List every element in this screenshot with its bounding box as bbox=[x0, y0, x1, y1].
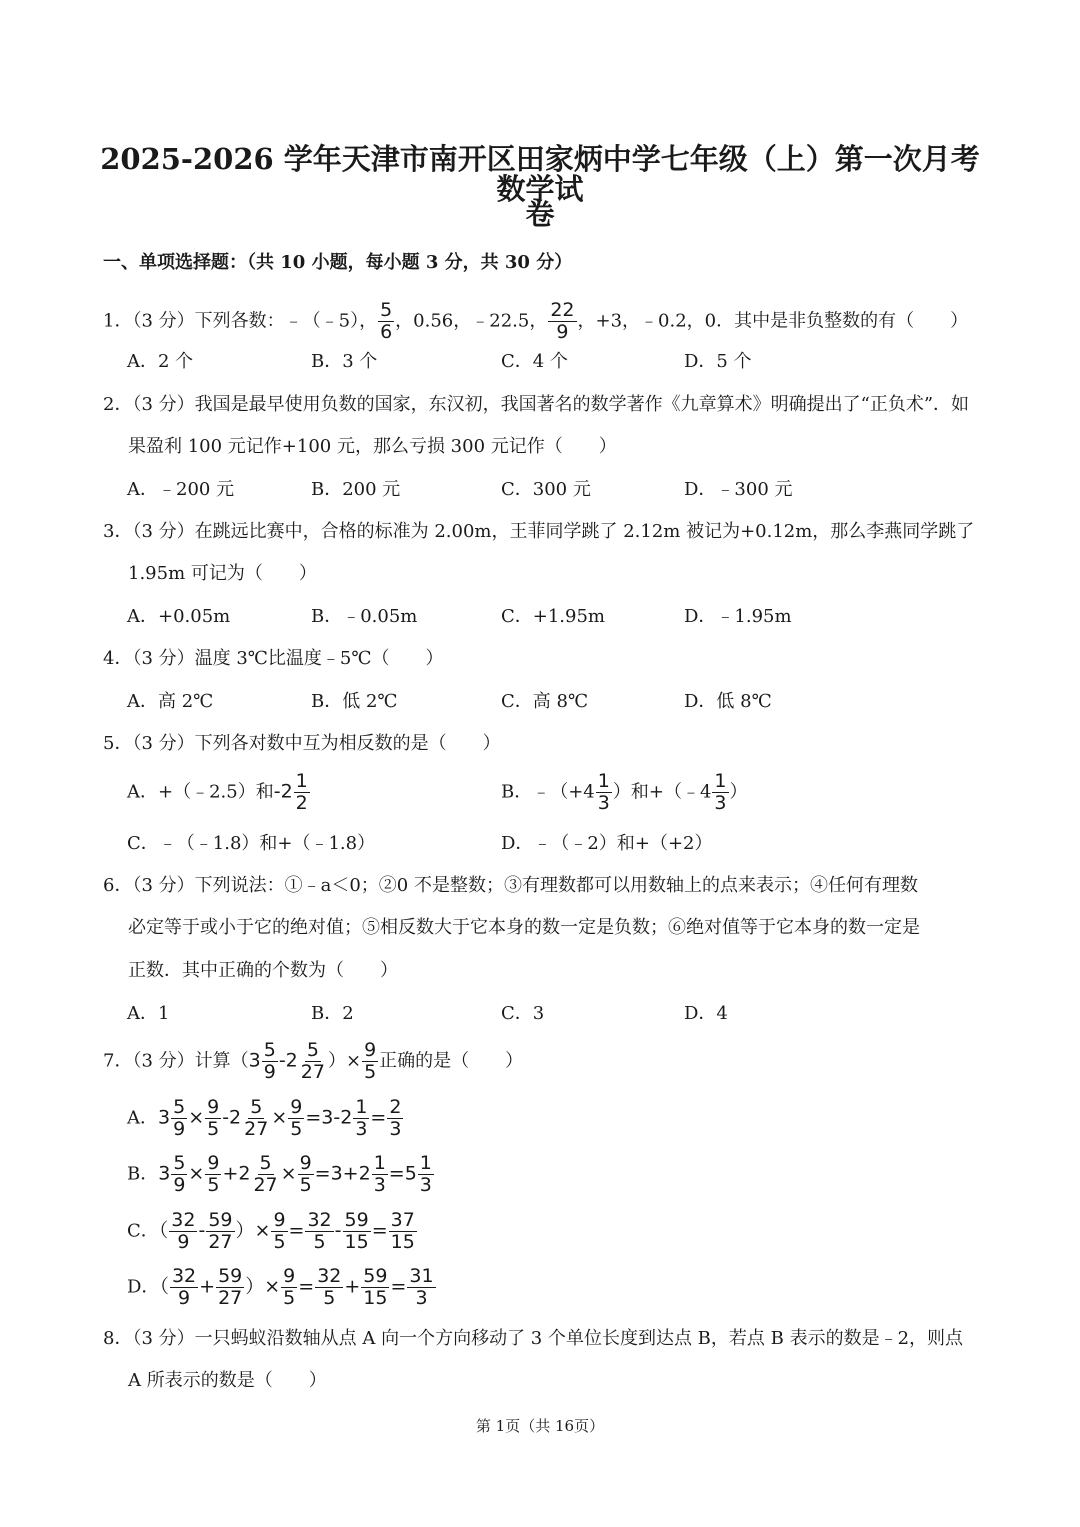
fraction-numerator: 59 bbox=[344, 1209, 369, 1231]
q7-mid: ）× bbox=[327, 1050, 362, 1072]
q7-expr-fraction bbox=[171, 1097, 187, 1140]
q7-expr-text: = bbox=[371, 1219, 388, 1242]
fraction-denominator: 9 bbox=[173, 1118, 186, 1140]
fraction-denominator: 5 bbox=[290, 1118, 303, 1140]
q7-expr-text: ）× bbox=[245, 1275, 281, 1298]
q2-option-d: D．﹣300 元 bbox=[684, 479, 793, 500]
q7-option-c bbox=[127, 1210, 418, 1253]
q3-option-b: B．﹣0.05m bbox=[311, 606, 418, 627]
fraction-numerator: 9 bbox=[299, 1152, 312, 1174]
question-6-line3: 正数．其中正确的个数为（ ） bbox=[128, 960, 398, 981]
section-heading: 一、单项选择题：（共 10 小题，每小题 3 分，共 30 分） bbox=[103, 252, 573, 273]
q7-expr-text: × bbox=[280, 1162, 297, 1185]
q7-pre: 7．（3 分）计算（ bbox=[103, 1050, 249, 1072]
q5-b-fraction-2 bbox=[712, 771, 728, 814]
q5-b-f1-num: 1 bbox=[597, 770, 610, 792]
q4-option-b: B．低 2℃ bbox=[311, 691, 398, 712]
exam-title-line2: 卷 bbox=[525, 197, 555, 231]
fraction-numerator: 9 bbox=[283, 1265, 296, 1287]
exam-title-line1: 2025-2026 学年天津市南开区田家炳中学七年级（上）第一次月考数学试 bbox=[100, 142, 980, 206]
fraction-numerator: 32 bbox=[317, 1265, 342, 1287]
fraction-numerator: 59 bbox=[208, 1209, 233, 1231]
fraction-denominator: 3 bbox=[415, 1287, 428, 1309]
q5-a-int: -2 bbox=[273, 780, 293, 803]
q6-option-c: C．3 bbox=[501, 1003, 545, 1024]
q5-b-post: ） bbox=[729, 781, 748, 803]
fraction-denominator: 3 bbox=[419, 1174, 432, 1196]
fraction-denominator: 15 bbox=[363, 1287, 388, 1309]
fraction-denominator: 27 bbox=[244, 1118, 269, 1140]
q1-f1-num: 5 bbox=[380, 299, 393, 321]
q5-option-a bbox=[127, 771, 311, 814]
q7-expr-fraction bbox=[205, 1097, 221, 1140]
fraction-denominator: 27 bbox=[253, 1174, 278, 1196]
q7-expr-fraction bbox=[315, 1266, 343, 1309]
q7-expr-fraction bbox=[361, 1266, 389, 1309]
q7-option-label: B． bbox=[127, 1163, 159, 1185]
q7-f3-den: 5 bbox=[364, 1061, 377, 1083]
fraction-numerator: 1 bbox=[373, 1152, 386, 1174]
q7-expr-text: ）× bbox=[235, 1219, 271, 1242]
fraction-denominator: 3 bbox=[373, 1174, 386, 1196]
q7-expr-fraction bbox=[206, 1210, 234, 1253]
q7-option-d bbox=[127, 1266, 437, 1309]
fraction-numerator: 5 bbox=[173, 1152, 186, 1174]
q5-a-text: A．+（﹣2.5）和 bbox=[127, 781, 274, 803]
question-8-line1: 8．（3 分）一只蚂蚁沿数轴从点 A 向一个方向移动了 3 个单位长度到达点 B，若点 B 表示的数是﹣2，则点 bbox=[103, 1328, 964, 1349]
question-5: 5．（3 分）下列各对数中互为相反数的是（ ） bbox=[103, 733, 501, 754]
fraction-denominator: 15 bbox=[390, 1231, 415, 1253]
q5-option-b bbox=[501, 771, 748, 814]
q7-expr-text: 3 bbox=[158, 1106, 171, 1129]
q5-a-den: 2 bbox=[295, 792, 308, 814]
q1-f2-den: 9 bbox=[556, 321, 569, 343]
question-4: 4．（3 分）温度 3℃比温度﹣5℃（ ） bbox=[103, 648, 444, 669]
q7-expr-fraction bbox=[288, 1097, 304, 1140]
q1-option-b: B．3 个 bbox=[311, 351, 378, 372]
q1-option-d: D．5 个 bbox=[684, 351, 752, 372]
q6-option-d: D．4 bbox=[684, 1003, 728, 1024]
fraction-numerator: 32 bbox=[307, 1209, 332, 1231]
fraction-numerator: 31 bbox=[409, 1265, 434, 1287]
fraction-denominator: 5 bbox=[283, 1287, 296, 1309]
fraction-denominator: 9 bbox=[178, 1287, 191, 1309]
page-footer: 第 1页（共 16页） bbox=[475, 1417, 605, 1435]
q7-expr-text: + bbox=[199, 1275, 216, 1298]
q5-b-pre: B．﹣（+4 bbox=[501, 781, 595, 803]
fraction-numerator: 59 bbox=[218, 1265, 243, 1287]
q2-option-c: C．300 元 bbox=[501, 479, 591, 500]
q7-expr-fraction bbox=[418, 1153, 434, 1196]
q5-a-fraction bbox=[294, 771, 310, 814]
fraction-numerator: 1 bbox=[419, 1152, 432, 1174]
q7-expr-fraction bbox=[242, 1097, 270, 1140]
q7-f1-num: 5 bbox=[263, 1039, 276, 1061]
fraction-denominator: 5 bbox=[313, 1231, 326, 1253]
q7-int-1: 3 bbox=[248, 1049, 261, 1072]
q7-expr-text: × bbox=[188, 1162, 205, 1185]
q7-expr-text: 3 bbox=[158, 1162, 171, 1185]
q7-f1-den: 9 bbox=[263, 1061, 276, 1083]
q7-fraction-1 bbox=[262, 1040, 278, 1083]
fraction-numerator: 32 bbox=[171, 1209, 196, 1231]
q7-expr-text: - bbox=[334, 1219, 342, 1242]
q7-expr-fraction bbox=[205, 1153, 221, 1196]
fraction-numerator: 9 bbox=[207, 1096, 220, 1118]
fraction-denominator: 5 bbox=[207, 1118, 220, 1140]
q3-option-c: C．+1.95m bbox=[501, 606, 606, 627]
fraction-denominator: 3 bbox=[389, 1118, 402, 1140]
fraction-denominator: 5 bbox=[323, 1287, 336, 1309]
q7-f2-num: 5 bbox=[306, 1039, 319, 1061]
q6-option-a: A．1 bbox=[127, 1003, 170, 1024]
q7-expr-fraction bbox=[281, 1266, 297, 1309]
q3-option-d: D．﹣1.95m bbox=[684, 606, 792, 627]
q7-expr-text: × bbox=[188, 1106, 205, 1129]
q1-option-a: A．2 个 bbox=[127, 351, 194, 372]
fraction-numerator: 2 bbox=[389, 1096, 402, 1118]
q7-expr-text: =3-2 bbox=[305, 1106, 353, 1129]
q1-text-pre: 1．（3 分）下列各数：﹣（﹣5）， bbox=[103, 310, 378, 332]
question-7 bbox=[103, 1040, 523, 1083]
q1-option-c: C．4 个 bbox=[501, 351, 568, 372]
fraction-denominator: 27 bbox=[218, 1287, 243, 1309]
fraction-numerator: 9 bbox=[273, 1209, 286, 1231]
fraction-denominator: 9 bbox=[173, 1174, 186, 1196]
q7-expr-text: = bbox=[390, 1275, 407, 1298]
q5-b-f2-num: 1 bbox=[714, 770, 727, 792]
q7-expr-fraction bbox=[343, 1210, 371, 1253]
q7-fraction-2 bbox=[299, 1040, 327, 1083]
q7-expr-fraction bbox=[216, 1266, 244, 1309]
q7-expr-text: × bbox=[271, 1106, 288, 1129]
q5-b-f1-den: 3 bbox=[597, 792, 610, 814]
q5-b-mid: ）和+（﹣4 bbox=[612, 781, 712, 803]
q1-text-mid: ，0.56，﹣22.5， bbox=[395, 310, 548, 332]
q1-text-post: ，+3，﹣0.2，0．其中是非负整数的有（ ） bbox=[577, 310, 969, 332]
q7-expr-text: （ bbox=[159, 1275, 169, 1298]
q2-option-b: B．200 元 bbox=[311, 479, 401, 500]
q7-option-label: A． bbox=[127, 1107, 158, 1129]
q4-option-a: A．高 2℃ bbox=[127, 691, 214, 712]
fraction-numerator: 9 bbox=[290, 1096, 303, 1118]
q7-expr-fraction bbox=[353, 1097, 369, 1140]
question-6-line1: 6．（3 分）下列说法：①﹣a＜0；②0 不是整数；③有理数都可以用数轴上的点来表示；④任何有理数 bbox=[103, 875, 918, 896]
fraction-numerator: 59 bbox=[363, 1265, 388, 1287]
q7-option-a bbox=[127, 1097, 404, 1140]
fraction-denominator: 27 bbox=[208, 1231, 233, 1253]
q7-expr-fraction bbox=[271, 1210, 287, 1253]
question-6-line2: 必定等于或小于它的绝对值；⑤相反数大于它本身的数一定是负数；⑥绝对值等于它本身的数一定是 bbox=[128, 917, 920, 938]
q4-option-d: D．低 8℃ bbox=[684, 691, 772, 712]
q1-f2-num: 22 bbox=[550, 299, 575, 321]
q7-expr-fraction bbox=[387, 1097, 403, 1140]
q5-option-c: C．﹣（﹣1.8）和+（﹣1.8） bbox=[127, 833, 376, 854]
q7-expr-fraction bbox=[389, 1210, 417, 1253]
q7-expr-text: = bbox=[298, 1275, 315, 1298]
fraction-numerator: 5 bbox=[250, 1096, 263, 1118]
q7-expr-text: - bbox=[198, 1219, 206, 1242]
q5-a-num: 1 bbox=[295, 770, 308, 792]
q7-option-label: D． bbox=[127, 1276, 160, 1298]
question-3-line1: 3．（3 分）在跳远比赛中，合格的标准为 2.00m，王菲同学跳了 2.12m 被记为+0.12m，那么李燕同学跳了 bbox=[103, 521, 975, 542]
q1-fraction-2 bbox=[548, 300, 576, 343]
fraction-denominator: 9 bbox=[177, 1231, 190, 1253]
q7-expr-text: =3+2 bbox=[314, 1162, 371, 1185]
q7-expr-text: = bbox=[370, 1106, 387, 1129]
q7-expr-fraction bbox=[298, 1153, 314, 1196]
q5-b-f2-den: 3 bbox=[714, 792, 727, 814]
q7-f2-den: 27 bbox=[300, 1061, 325, 1083]
fraction-numerator: 5 bbox=[173, 1096, 186, 1118]
fraction-denominator: 3 bbox=[355, 1118, 368, 1140]
fraction-numerator: 5 bbox=[259, 1152, 272, 1174]
q7-expr-fraction bbox=[305, 1210, 333, 1253]
fraction-denominator: 5 bbox=[273, 1231, 286, 1253]
q7-fraction-3 bbox=[362, 1040, 378, 1083]
q1-f1-den: 6 bbox=[380, 321, 393, 343]
fraction-numerator: 9 bbox=[207, 1152, 220, 1174]
q7-expr-text: =5 bbox=[388, 1162, 417, 1185]
q7-expr-fraction bbox=[169, 1210, 197, 1253]
q7-expr-fraction bbox=[170, 1266, 198, 1309]
fraction-numerator: 37 bbox=[390, 1209, 415, 1231]
q7-int-2: -2 bbox=[278, 1049, 298, 1072]
q7-expr-fraction bbox=[372, 1153, 388, 1196]
q7-expr-fraction bbox=[407, 1266, 435, 1309]
q7-expr-fraction bbox=[171, 1153, 187, 1196]
fraction-denominator: 5 bbox=[207, 1174, 220, 1196]
q7-f3-num: 9 bbox=[364, 1039, 377, 1061]
q7-expr-text: + bbox=[344, 1275, 361, 1298]
q7-expr-text: （ bbox=[158, 1219, 169, 1242]
question-2-line1: 2．（3 分）我国是最早使用负数的国家，东汉初，我国著名的数学著作《九章算术》明确提出了“正负术”．如 bbox=[103, 394, 970, 415]
q4-option-c: C．高 8℃ bbox=[501, 691, 589, 712]
q3-option-a: A．+0.05m bbox=[127, 606, 231, 627]
q5-option-d: D．﹣（﹣2）和+（+2） bbox=[501, 833, 713, 854]
fraction-denominator: 15 bbox=[344, 1231, 369, 1253]
q1-fraction-1 bbox=[378, 300, 394, 343]
question-3-line2: 1.95m 可记为（ ） bbox=[128, 563, 317, 584]
q5-b-fraction-1 bbox=[596, 771, 612, 814]
q7-post: 正确的是（ ） bbox=[379, 1050, 524, 1072]
q7-expr-text: = bbox=[288, 1219, 305, 1242]
fraction-numerator: 32 bbox=[171, 1265, 197, 1287]
question-8-line2: A 所表示的数是（ ） bbox=[128, 1370, 327, 1391]
q6-option-b: B．2 bbox=[311, 1003, 354, 1024]
fraction-denominator: 5 bbox=[299, 1174, 312, 1196]
q7-option-label: C． bbox=[127, 1220, 159, 1242]
q7-expr-text: +2 bbox=[222, 1162, 251, 1185]
q7-expr-text: -2 bbox=[222, 1106, 242, 1129]
q7-option-b bbox=[127, 1153, 435, 1196]
question-2-line2: 果盈利 100 元记作+100 元，那么亏损 300 元记作（ ） bbox=[128, 436, 617, 457]
question-1 bbox=[103, 300, 968, 343]
q7-expr-fraction bbox=[251, 1153, 279, 1196]
fraction-numerator: 1 bbox=[355, 1096, 368, 1118]
q2-option-a: A．﹣200 元 bbox=[127, 479, 235, 500]
